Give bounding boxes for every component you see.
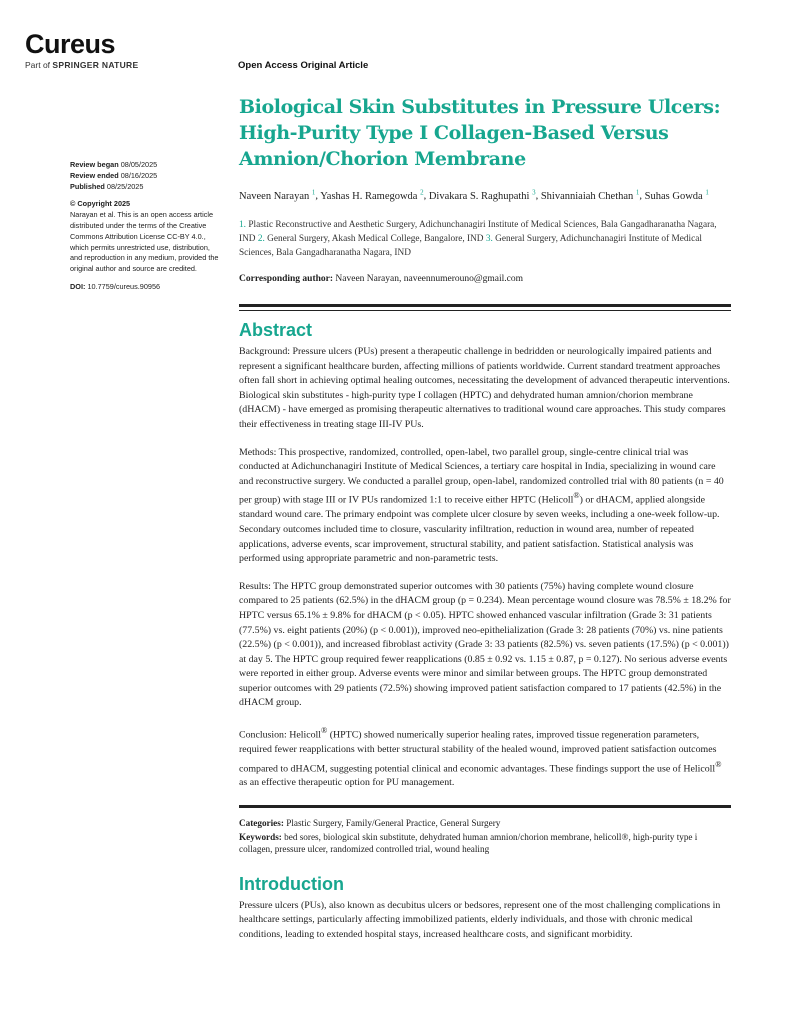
categories: Categories: Plastic Surgery, Family/General Practice, General Surgery (239, 818, 501, 829)
keywords: Keywords: bed sores, biological skin substitute, dehydrated human amnion/chorion membrane, helicoll®, high-purity type i collagen, pressure ulcer, randomized controlled trial, wound healing (239, 831, 698, 855)
section-rule-thin (239, 310, 731, 311)
logo-subtitle: Part of SPRINGER NATURE (25, 60, 139, 70)
author[interactable]: Shivanniaiah Chethan $^1$ (540, 188, 640, 202)
journal-logo (25, 30, 138, 70)
author[interactable]: Suhas Gowda $^1$ (644, 188, 709, 202)
introduction-heading: Introduction (239, 873, 344, 894)
article-main (239, 94, 731, 942)
author[interactable]: Divakara S. Raghupathi $^3$ (428, 188, 536, 202)
author[interactable]: Yashas H. Ramegowda $^2$ (320, 188, 424, 202)
abstract-heading: Abstract (239, 320, 313, 341)
copyright: © Copyright 2025 (70, 199, 131, 209)
logo-wordmark: Cureus (25, 29, 116, 59)
article-title: Biological Skin Substitutes in Pressure Ulcers: High-Purity Type I Collagen-Based Versus Amnion/Chorion Membrane (239, 96, 721, 170)
published-date: Published 08/25/2025 (70, 181, 144, 191)
abstract-background: Background: Pressure ulcers (PUs) present a therapeutic challenge in bedridden or neurologically impaired patients and represent a significant healthcare burden, affecting millions of patients worldwide. Current standard treatment approaches often fall short in achieving optimal healing outcomes, necessitating the development of advanced therapeutic interventions. Biological skin substitutes - high-purity type I collagen (HPTC) and dehydrated human amnion/chorion membrane (dHACM) - have emerged as promising therapeutic alternatives to traditional wound care approaches. This study compares their effectiveness in treating stage III-IV PUs. (239, 346, 730, 431)
review-ended: Review ended 08/16/2025 (70, 170, 158, 180)
abstract-results: Results: The HPTC group demonstrated superior outcomes with 30 patients (75%) having complete wound closure compared to 25 patients (62.5%) in the dHACM group (p = 0.234). Mean percentage wound closure was 78.5% ± 18.2% for HPTC versus 65.1% ± 9.8% for dHACM (p < 0.05). HPTC showed enhanced vascular infiltration (Grade 3: 31 patients (77.5%) vs. eight patients (20%) (p < 0.001)), improved neo-epithelialization (Grade 3: 28 patients (70%) vs. nine patients (22.5%) (p < 0.001)), and increased fibroblast activity (Grade 3: 33 patients (82.5%) vs. seven patients (17.5%) (p < 0.001)) at day 5. The HPTC group required fewer reapplications (0.85 ± 0.92 vs. 1.15 ± 0.87, p = 0.127). No serious adverse events were reported in either group. Adverse events were minor and similar between groups. The HPTC group demonstrated superior outcomes with 29 patients (72.5%) showing improved patient satisfaction compared to 17 patients (42.5%) in the dHACM group. (239, 580, 731, 709)
article-type-label: Open Access Original Article (238, 60, 369, 71)
abstract-conclusion: Conclusion: Helicoll® (HPTC) showed numerically superior healing rates, improved tissue regeneration parameters, required fewer reapplications with better structural stability of the healed wound, improved patient satisfaction outcomes compared to dHACM, suggesting potential clinical and economic advantages. These findings support the use of Helicoll® as an effective therapeutic option for PU management. (239, 726, 722, 789)
abstract-methods: Methods: This prospective, randomized, controlled, open-label, two parallel group, single-centre clinical trial was conducted at Adichunchanagiri Institute of Medical Sciences, a tertiary care hospital in India, specializing in wound care and reconstructive surgery. We conducted a parallel group, open-label, randomized controlled trial with 80 patients (n = 40 per group) with stage III or IV PUs randomized 1:1 to receive either HPTC (Helicoll®) or dHACM, applied alongside standard wound care. The primary endpoint was complete ulcer closure by seven weeks, including a one-week follow-up. Secondary outcomes included time to closure, vascularity infiltration, reduction in wound area, number of repeated applications, adverse events, scar improvement, structural stability, and patient satisfaction. Statistical analysis was performed using appropriate parametric and non-parametric tests. (239, 446, 724, 565)
review-began: Review began 08/05/2025 (70, 160, 158, 169)
doi[interactable]: DOI: 10.7759/cureus.90956 (70, 281, 161, 291)
author[interactable]: Naveen Narayan $^1$ (239, 188, 316, 202)
article-sidebar (70, 160, 220, 293)
author-list: Naveen Narayan $^1$, Yashas H. Ramegowda $^2$, Divakara S. Raghupathi $^3$, Shivanniaiah Chethan $^1$, Suhas Gowda $^1$ (239, 188, 709, 202)
corresponding-author: Corresponding author: Naveen Narayan, naveennumerouno@gmail.com (239, 274, 524, 285)
introduction-text: Pressure ulcers (PUs), also known as decubitus ulcers or bedsores, represent one of the most challenging complications in healthcare settings, particularly affecting immobilized patients, elderly individuals, and those with chronic medical conditions, leading to extended hospital stays, increased healthcare costs, and significant morbidity. (239, 899, 721, 940)
section-rule (239, 304, 731, 307)
corresponding-author-email[interactable]: Naveen Narayan, naveennumerouno@gmail.com (335, 274, 524, 285)
license-text: Narayan et al. This is an open access article distributed under the terms of the Creative Commons Attribution License CC-BY 4.0., which permits unrestricted use, distribution, and reproduction in any medium, provided the original author and source are credited. (70, 210, 219, 274)
section-rule (239, 805, 731, 808)
affiliations: 1. Plastic Reconstructive and Aesthetic Surgery, Adichunchanagiri Institute of Medical Sciences, Bala Gangadharanatha Nagara, IND 2. General Surgery, Akash Medical College, Bangalore, IND 3. General Surgery, Adichunchanagiri Institute of Medical Sciences, Bala Gangadharanatha Nagara, IND (239, 219, 717, 258)
